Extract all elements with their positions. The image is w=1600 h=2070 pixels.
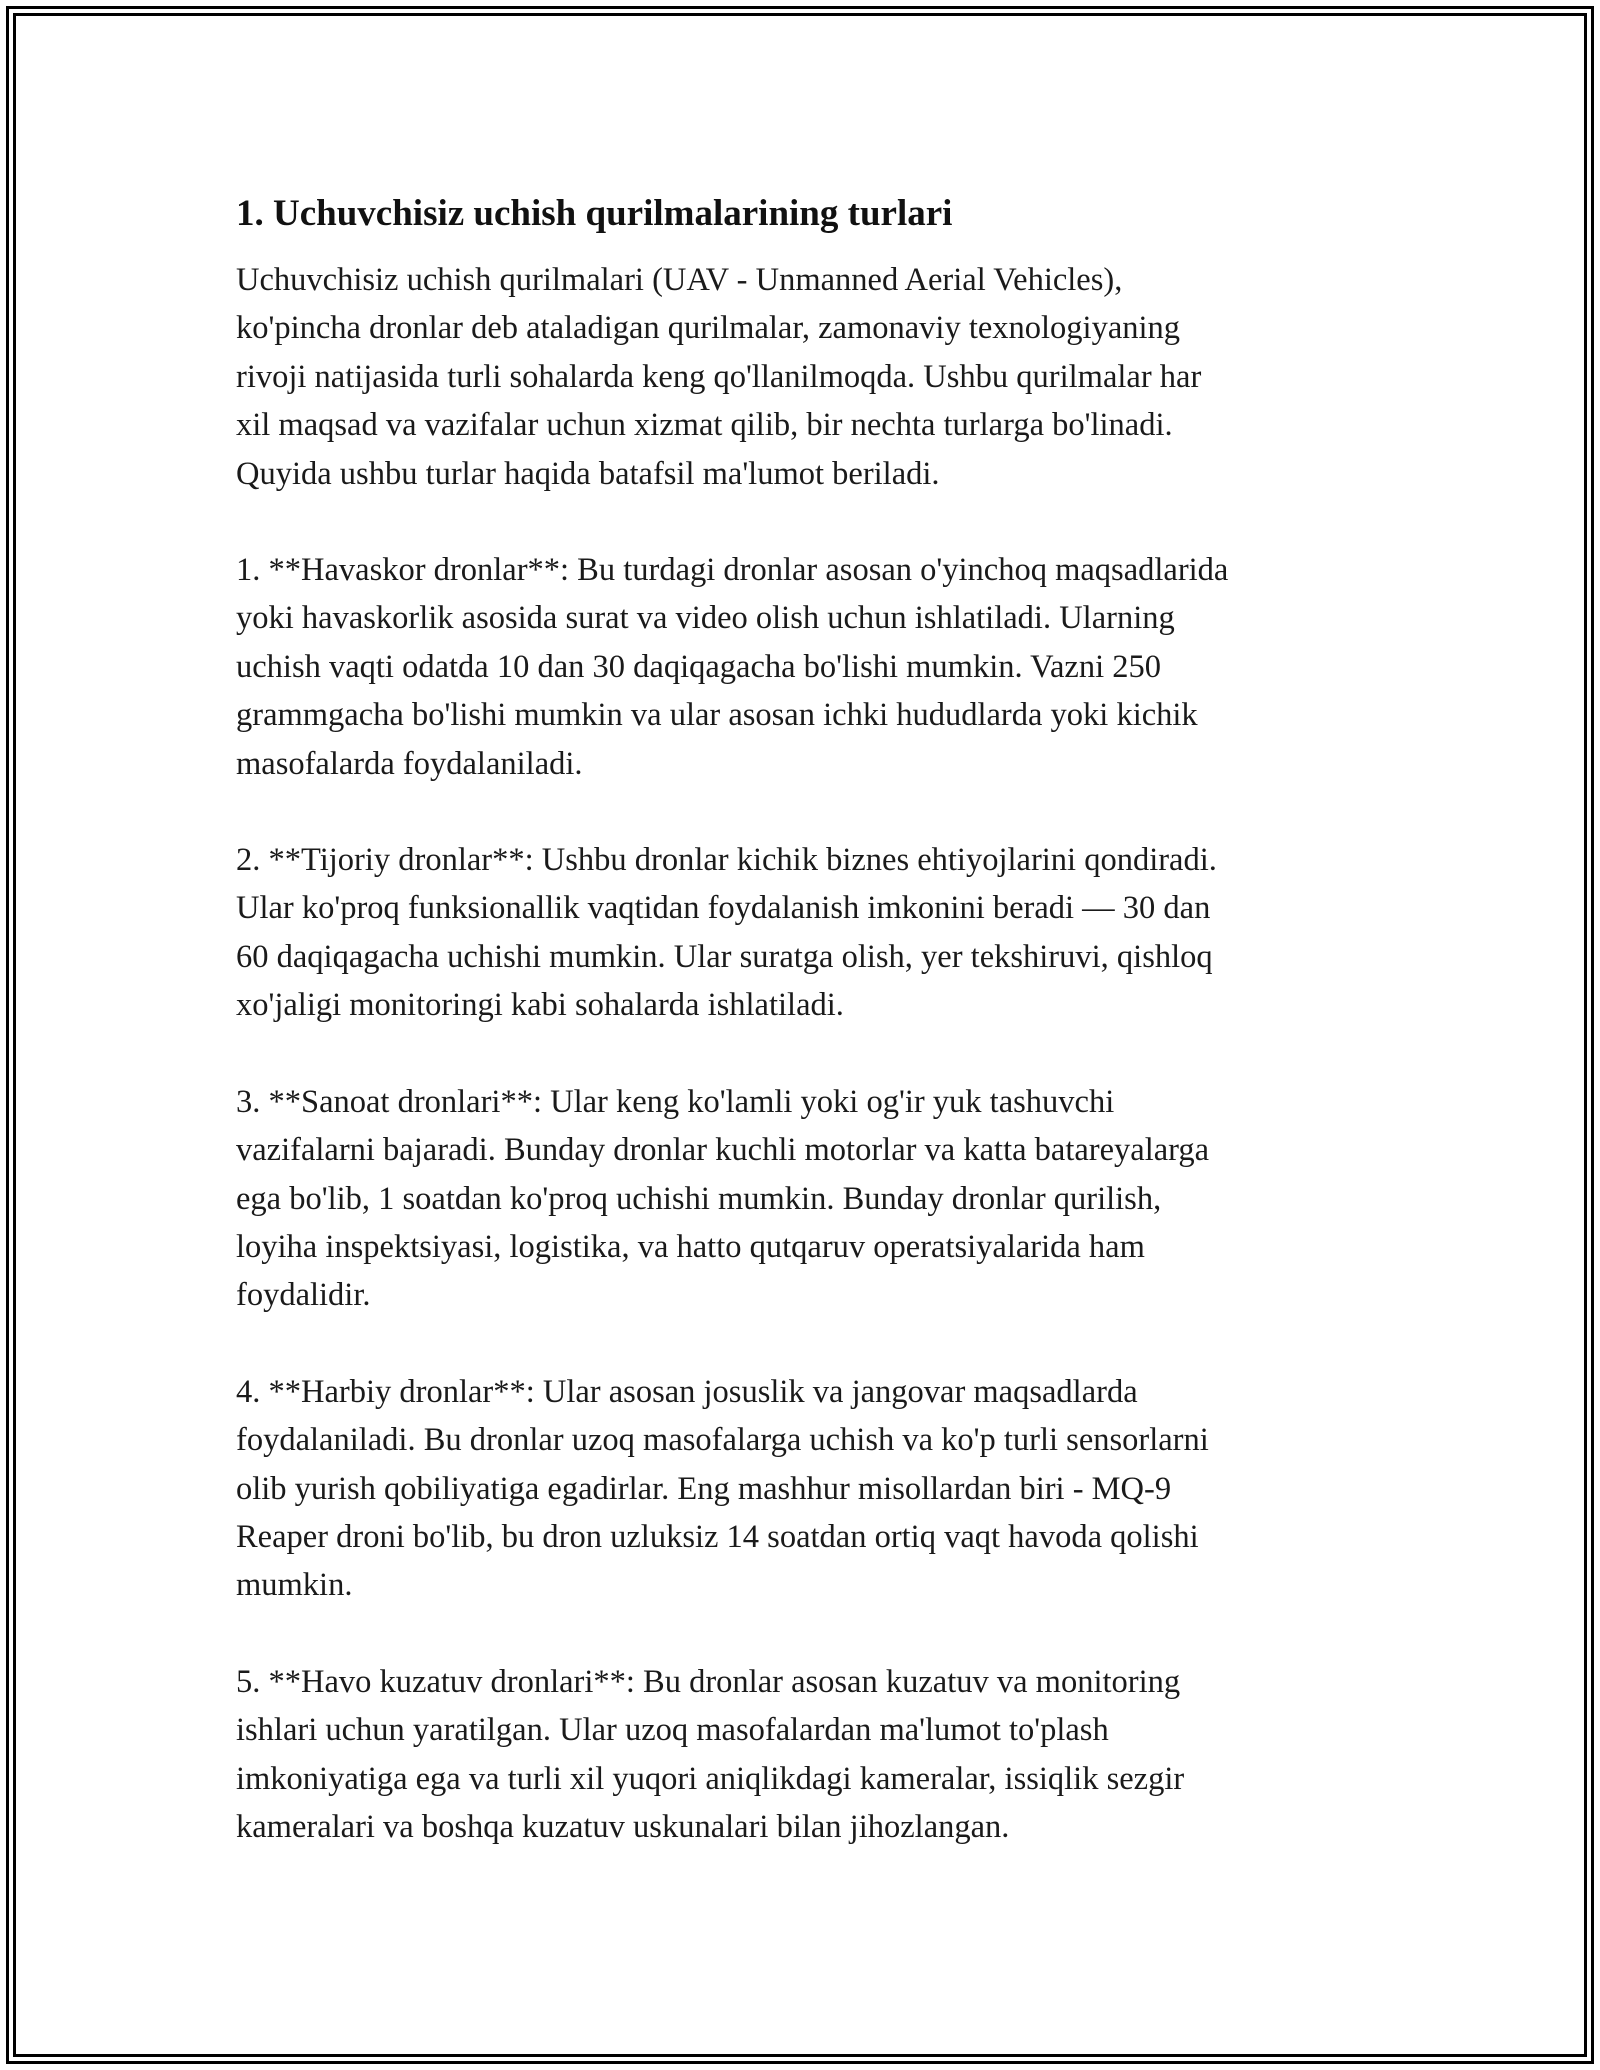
document-body [236, 186, 1364, 1851]
paragraph-hobby-drones: 1. **Havaskor dronlar**: Bu turdagi dronlar asosan o'yinchoq maqsadlarida yoki havaskorlik asosida surat va video olish uchun ishlatiladi. Ularning uchish vaqti odatda 10 dan 30 daqiqagacha bo'lishi mumkin. Vazni 250 grammgacha bo'lishi mumkin va ular asosan ichki hududlarda yoki kichik masofalarda foydalaniladi. [236, 552, 1229, 782]
document-title: 1. Uchuvchisiz uchish qurilmalarining turlari [236, 193, 953, 234]
paragraph-military-drones: 4. **Harbiy dronlar**: Ular asosan josuslik va jangovar maqsadlarda foydalaniladi. Bu dronlar uzoq masofalarga uchish va ko'p turli sensorlarni olib yurish qobiliyatiga egadirlar. Eng mashhur misollardan biri - MQ-9 Reaper droni bo'lib, bu dron uzluksiz 14 soatdan ortiq vaqt havoda qolishi mumkin. [236, 1373, 1209, 1604]
paragraph-surveillance-drones: 5. **Havo kuzatuv dronlari**: Bu dronlar asosan kuzatuv va monitoring ishlari uchun yaratilgan. Ular uzoq masofalardan ma'lumot to'plash imkoniyatiga ega va turli xil yuqori aniqlikdagi kameralar, issiqlik sezgir kameralari va boshqa kuzatuv uskunalari bilan jihozlangan. [236, 1663, 1185, 1845]
paragraph-industrial-drones: 3. **Sanoat dronlari**: Ular keng ko'lamli yoki og'ir yuk tashuvchi vazifalarni bajaradi. Bunday dronlar kuchli motorlar va katta batareyalarga ega bo'lib, 1 soatdan ko'proq uchishi mumkin. Bunday dronlar qurilish, loyiha inspektsiyasi, logistika, va hatto qutqaruv operatsiyalarida ham foydalidir. [236, 1083, 1210, 1314]
paragraph-commercial-drones: 2. **Tijoriy dronlar**: Ushbu dronlar kichik biznes ehtiyojlarini qondiradi. Ular ko'proq funksionallik vaqtidan foydalanish imkonini beradi — 30 dan 60 daqiqagacha uchishi mumkin. Ular suratga olish, yer tekshiruvi, qishloq xo'jaligi monitoringi kabi sohalarda ishlatiladi. [236, 842, 1217, 1024]
intro-paragraph: Uchuvchisiz uchish qurilmalari (UAV - Unmanned Aerial Vehicles), ko'pincha dronlar deb ataladigan qurilmalar, zamonaviy texnologiyaning rivoji natijasida turli sohalarda keng qo'llanilmoqda. Ushbu qurilmalar har xil maqsad va vazifalar uchun xizmat qilib, bir nechta turlarga bo'linadi. Quyida ushbu turlar haqida batafsil ma'lumot beriladi. [236, 262, 1202, 492]
